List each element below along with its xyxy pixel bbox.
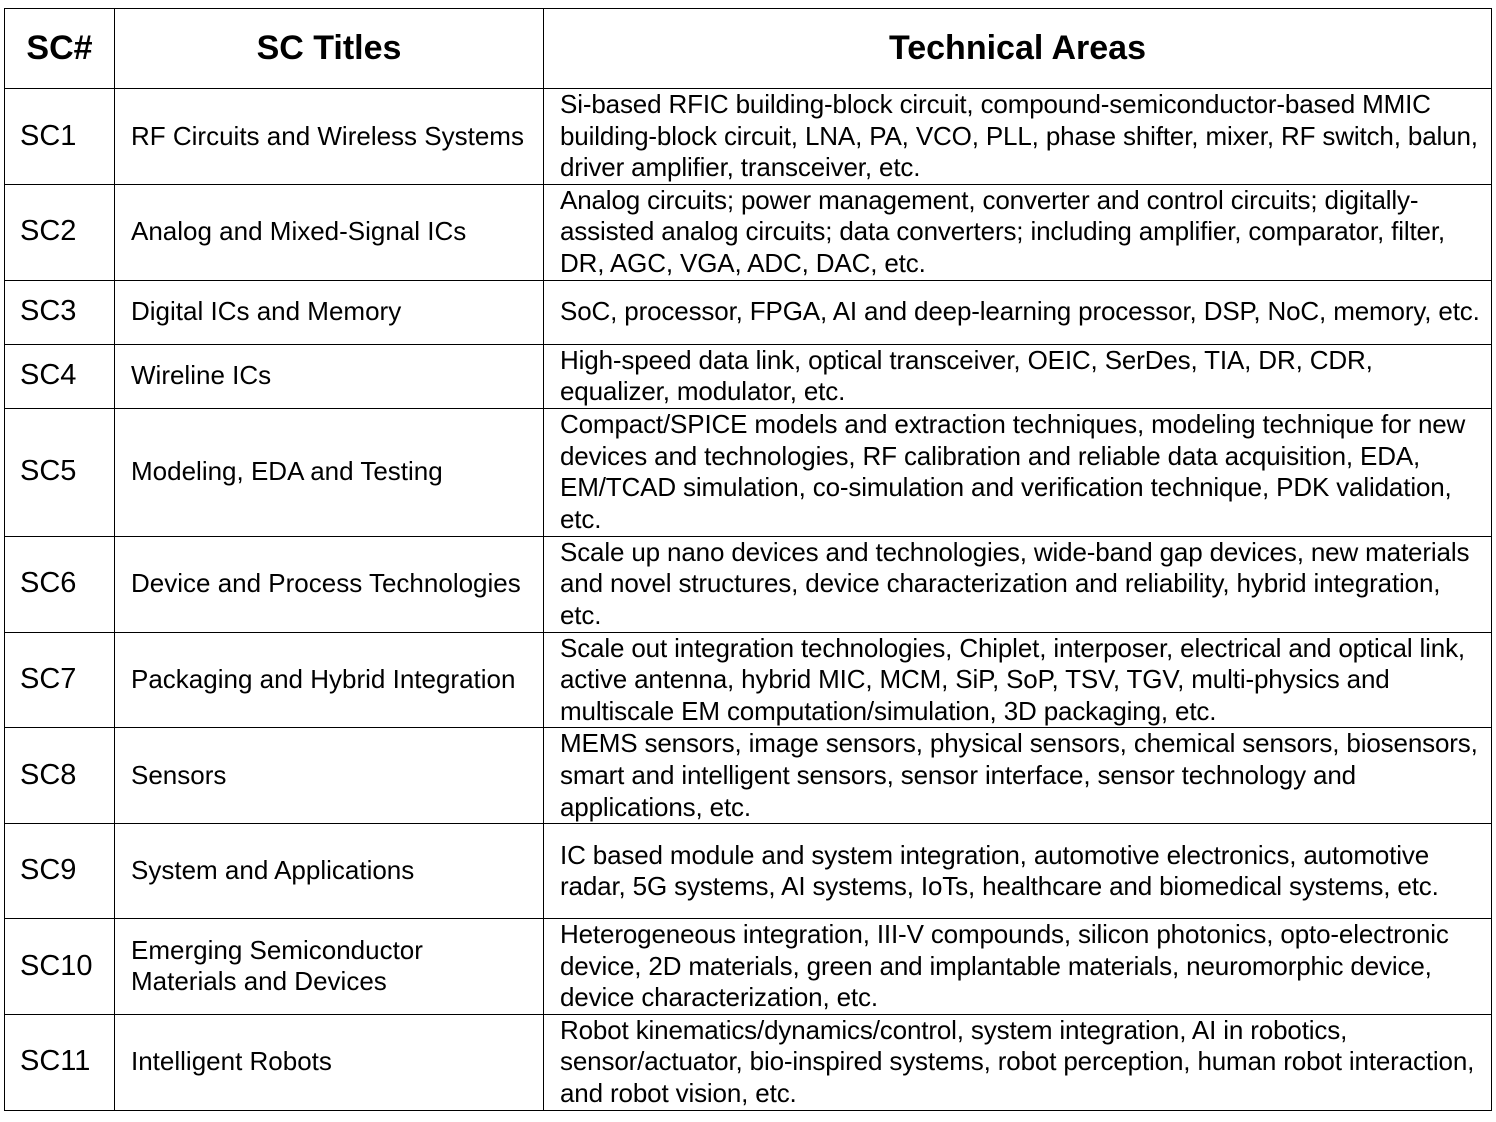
sc-code-cell: SC5 <box>5 408 115 536</box>
table-row <box>5 280 1492 344</box>
sc-title-cell: Modeling, EDA and Testing <box>115 408 544 536</box>
sc-title-cell: Emerging Semiconductor Materials and Devices <box>115 919 544 1015</box>
table-row <box>5 408 1492 536</box>
sc-title-cell: Device and Process Technologies <box>115 536 544 632</box>
technical-areas-cell: IC based module and system integration, automotive electronics, automotive radar, 5G systems, AI systems, IoTs, healthcare and biomedical systems, etc. <box>544 824 1492 919</box>
header-sc-titles: SC Titles <box>115 9 544 89</box>
table-row <box>5 1014 1492 1110</box>
sc-code-cell: SC8 <box>5 728 115 824</box>
header-row <box>5 9 1492 89</box>
header-technical-areas: Technical Areas <box>544 9 1492 89</box>
sc-title-cell: Sensors <box>115 728 544 824</box>
table-row <box>5 632 1492 728</box>
sc-title-cell: Wireline ICs <box>115 344 544 408</box>
sc-code-cell: SC4 <box>5 344 115 408</box>
sc-title-cell: Digital ICs and Memory <box>115 280 544 344</box>
sc-title-cell: Packaging and Hybrid Integration <box>115 632 544 728</box>
technical-areas-cell: Heterogeneous integration, III-V compounds, silicon photonics, opto-electronic device, 2D materials, green and implantable materials, neuromorphic device, device characterization, etc. <box>544 919 1492 1015</box>
sc-code-cell: SC1 <box>5 89 115 185</box>
sc-code-cell: SC2 <box>5 184 115 280</box>
sc-title-cell: RF Circuits and Wireless Systems <box>115 89 544 185</box>
table-row <box>5 89 1492 185</box>
technical-areas-cell: Analog circuits; power management, converter and control circuits; digitally-assisted analog circuits; data converters; including amplifier, comparator, filter, DR, AGC, VGA, ADC, DAC, etc. <box>544 184 1492 280</box>
table-row <box>5 919 1492 1015</box>
sc-code-cell: SC9 <box>5 824 115 919</box>
header-sc-number: SC# <box>5 9 115 89</box>
technical-areas-cell: Scale up nano devices and technologies, wide-band gap devices, new materials and novel structures, device characterization and reliability, hybrid integration, etc. <box>544 536 1492 632</box>
sc-code-cell: SC7 <box>5 632 115 728</box>
table-row <box>5 184 1492 280</box>
table-row <box>5 824 1492 919</box>
technical-areas-cell: MEMS sensors, image sensors, physical sensors, chemical sensors, biosensors, smart and intelligent sensors, sensor interface, sensor technology and applications, etc. <box>544 728 1492 824</box>
sc-code-cell: SC10 <box>5 919 115 1015</box>
table-row <box>5 728 1492 824</box>
sc-code-cell: SC6 <box>5 536 115 632</box>
table-row <box>5 344 1492 408</box>
technical-areas-cell: Scale out integration technologies, Chiplet, interposer, electrical and optical link, active antenna, hybrid MIC, MCM, SiP, SoP, TSV, TGV, multi-physics and multiscale EM computation/simulation, 3D packaging, etc. <box>544 632 1492 728</box>
sc-title-cell: System and Applications <box>115 824 544 919</box>
technical-areas-cell: High-speed data link, optical transceiver, OEIC, SerDes, TIA, DR, CDR, equalizer, modulator, etc. <box>544 344 1492 408</box>
table-row <box>5 536 1492 632</box>
technical-areas-cell: SoC, processor, FPGA, AI and deep-learning processor, DSP, NoC, memory, etc. <box>544 280 1492 344</box>
technical-areas-cell: Robot kinematics/dynamics/control, system integration, AI in robotics, sensor/actuator, bio-inspired systems, robot perception, human robot interaction, and robot vision, etc. <box>544 1014 1492 1110</box>
sc-title-cell: Intelligent Robots <box>115 1014 544 1110</box>
sc-title-cell: Analog and Mixed-Signal ICs <box>115 184 544 280</box>
technical-areas-cell: Si-based RFIC building-block circuit, compound-semiconductor-based MMIC building-block circuit, LNA, PA, VCO, PLL, phase shifter, mixer, RF switch, balun, driver amplifier, transceiver, etc. <box>544 89 1492 185</box>
sc-code-cell: SC3 <box>5 280 115 344</box>
technical-areas-cell: Compact/SPICE models and extraction techniques, modeling technique for new devices and technologies, RF calibration and reliable data acquisition, EDA, EM/TCAD simulation, co-simulation and verification technique, PDK validation, etc. <box>544 408 1492 536</box>
subcommittee-table <box>4 8 1492 1111</box>
sc-code-cell: SC11 <box>5 1014 115 1110</box>
